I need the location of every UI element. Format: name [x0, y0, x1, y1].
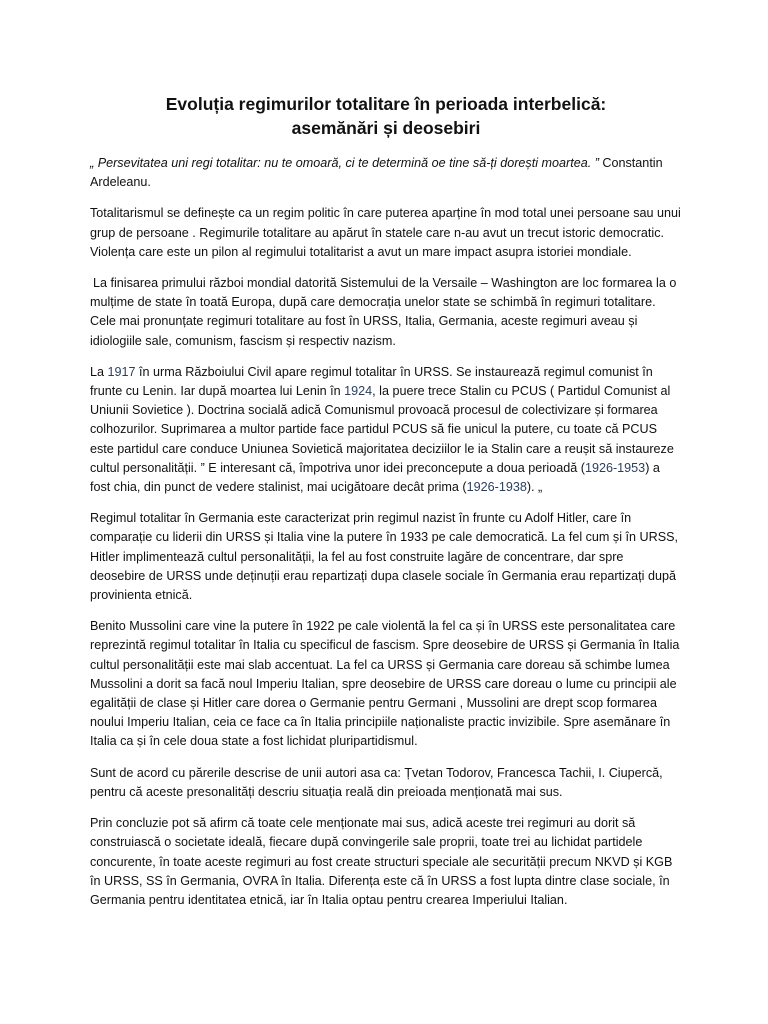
paragraph-3-text: La	[90, 364, 108, 379]
paragraph-5: Benito Mussolini care vine la putere în 1922 pe cale violentă la fel ca și în URSS este personalitatea care reprezintă regimul totalitar în Italia cu specificul de fascism. Spre deosebire de URSS și Germania în Italia cultul personalității este mai slab accentuat. La fel ca URSS și Germania care doreau să schimbe lumea Mussolini a dorit sa facă noul Imperiu Italian, spre deosebire de URSS care doreau o lume cu principii ale egalității de clase și Hitler care dorea o Germanie pentru Germani , Mussolini are drept scop formarea noului Imperiu Italian, ceia ce face ca în Italia principiile naționaliste practic invizibile. Spre asemănare în Italia ca și în cele doua state a fost lichidat pluripartidismul.	[90, 619, 680, 749]
year-1924: 1924	[344, 384, 373, 399]
paragraph-3-text: în urma Războiului Civil apare regimul totalitar în URSS. Se instaurează regimul comunist în frunte cu Lenin. Iar după moartea lui Lenin în	[90, 364, 653, 399]
title-line-2: asemănări și deosebiri	[291, 118, 481, 138]
paragraph-3	[90, 363, 682, 497]
paragraph-3-text: ). „	[526, 480, 543, 495]
period-1926-1953: 1926-1953	[584, 460, 646, 475]
epigraph-quote	[90, 154, 682, 192]
paragraph-2: La finisarea primului război mondial datorită Sistemului de la Versaile – Washington are loc formarea la o mulțime de state în toată Europa, după care democrația unelor state se schimbă în regimuri totalitare. Cele mai pronunțate regimuri totalitare au fost în URSS, Italia, Germania, aceste regimuri aveau și idiologiile sale, comunism, fascism și respectiv nazism.	[90, 276, 677, 348]
quote-author: Constantin Ardeleanu.	[90, 156, 663, 190]
paragraph-3-text: ) a fost chia, din punct de vedere stalinist, mai ucigătoare decât prima (	[90, 460, 660, 495]
paragraph-3-text: , la puere trece Stalin cu PCUS ( Partidul Comunist al Uniunii Sovietice ). Doctrina socială adică Comunismul provoacă procesul de colectivizare și formarea colhozurilor. Suprimarea a multor partide face partidul PCUS să fie unicul la putere, cu toate că PCUS este partidul care conduce Uniunea Sovietică majoritatea deciziilor le ia Stalin care a reușit să instaureze cultul personalității. ” E interesant că, împotriva unor idei preconcepute a doua perioadă (	[90, 384, 674, 475]
period-1926-1938: 1926-1938	[466, 480, 527, 495]
year-1917: 1917	[107, 364, 136, 379]
document-title	[90, 92, 682, 140]
paragraph-6: Sunt de acord cu părerile descrise de unii autori asa ca: Țvetan Todorov, Francesca Tachii, I. Ciupercă, pentru că aceste presonalități descriu situația reală din preioada menționată mai sus.	[90, 765, 663, 799]
quote-text: „ Persevitatea uni regi totalitar: nu te omoară, ci te determină oe tine să-ți dorești moartea. ”	[90, 156, 599, 170]
paragraph-7: Prin concluzie pot să afirm că toate cele menționate mai sus, adică aceste trei regimuri au dorit să construiască o societate ideală, fiecare după convingerile sale proprii, toate trei au lichidat partidele concurente, în toate aceste regimuri au fost create structuri speciale ale securității precum NKVD și KGB în URSS, SS în Germania, OVRA în Italia. Diferența este că în URSS a fost lupta dintre clase sociale, în Germania pentru identitatea etnică, iar în Italia optau pentru crearea Imperiului Italian.	[90, 816, 673, 907]
paragraph-1: Totalitarismul se definește ca un regim politic în care puterea aparține în mod total unei persoane sau unui grup de persoane . Regimurile totalitare au apărut în statele care n-au avut un trecut istoric democratic. Violența care este un pilon al regimului totalitarist a avut un mare impact asupra istoriei mondiale.	[90, 206, 681, 259]
title-line-1: Evoluția regimurilor totalitare în perioada interbelică:	[165, 94, 607, 114]
paragraph-4: Regimul totalitar în Germania este caracterizat prin regimul nazist în frunte cu Adolf Hitler, care în comparație cu liderii din URSS și Italia vine la putere în 1933 pe cale democratică. La fel cum și în URSS, Hitler implimentează cultul personalității, la fel au fost construite lagăre de concentrare, dar spre deosebire de URSS unde deținuții erau repartizați dupa clasele sociale în Germania erau repartizați după provinienta etnică.	[90, 511, 678, 603]
